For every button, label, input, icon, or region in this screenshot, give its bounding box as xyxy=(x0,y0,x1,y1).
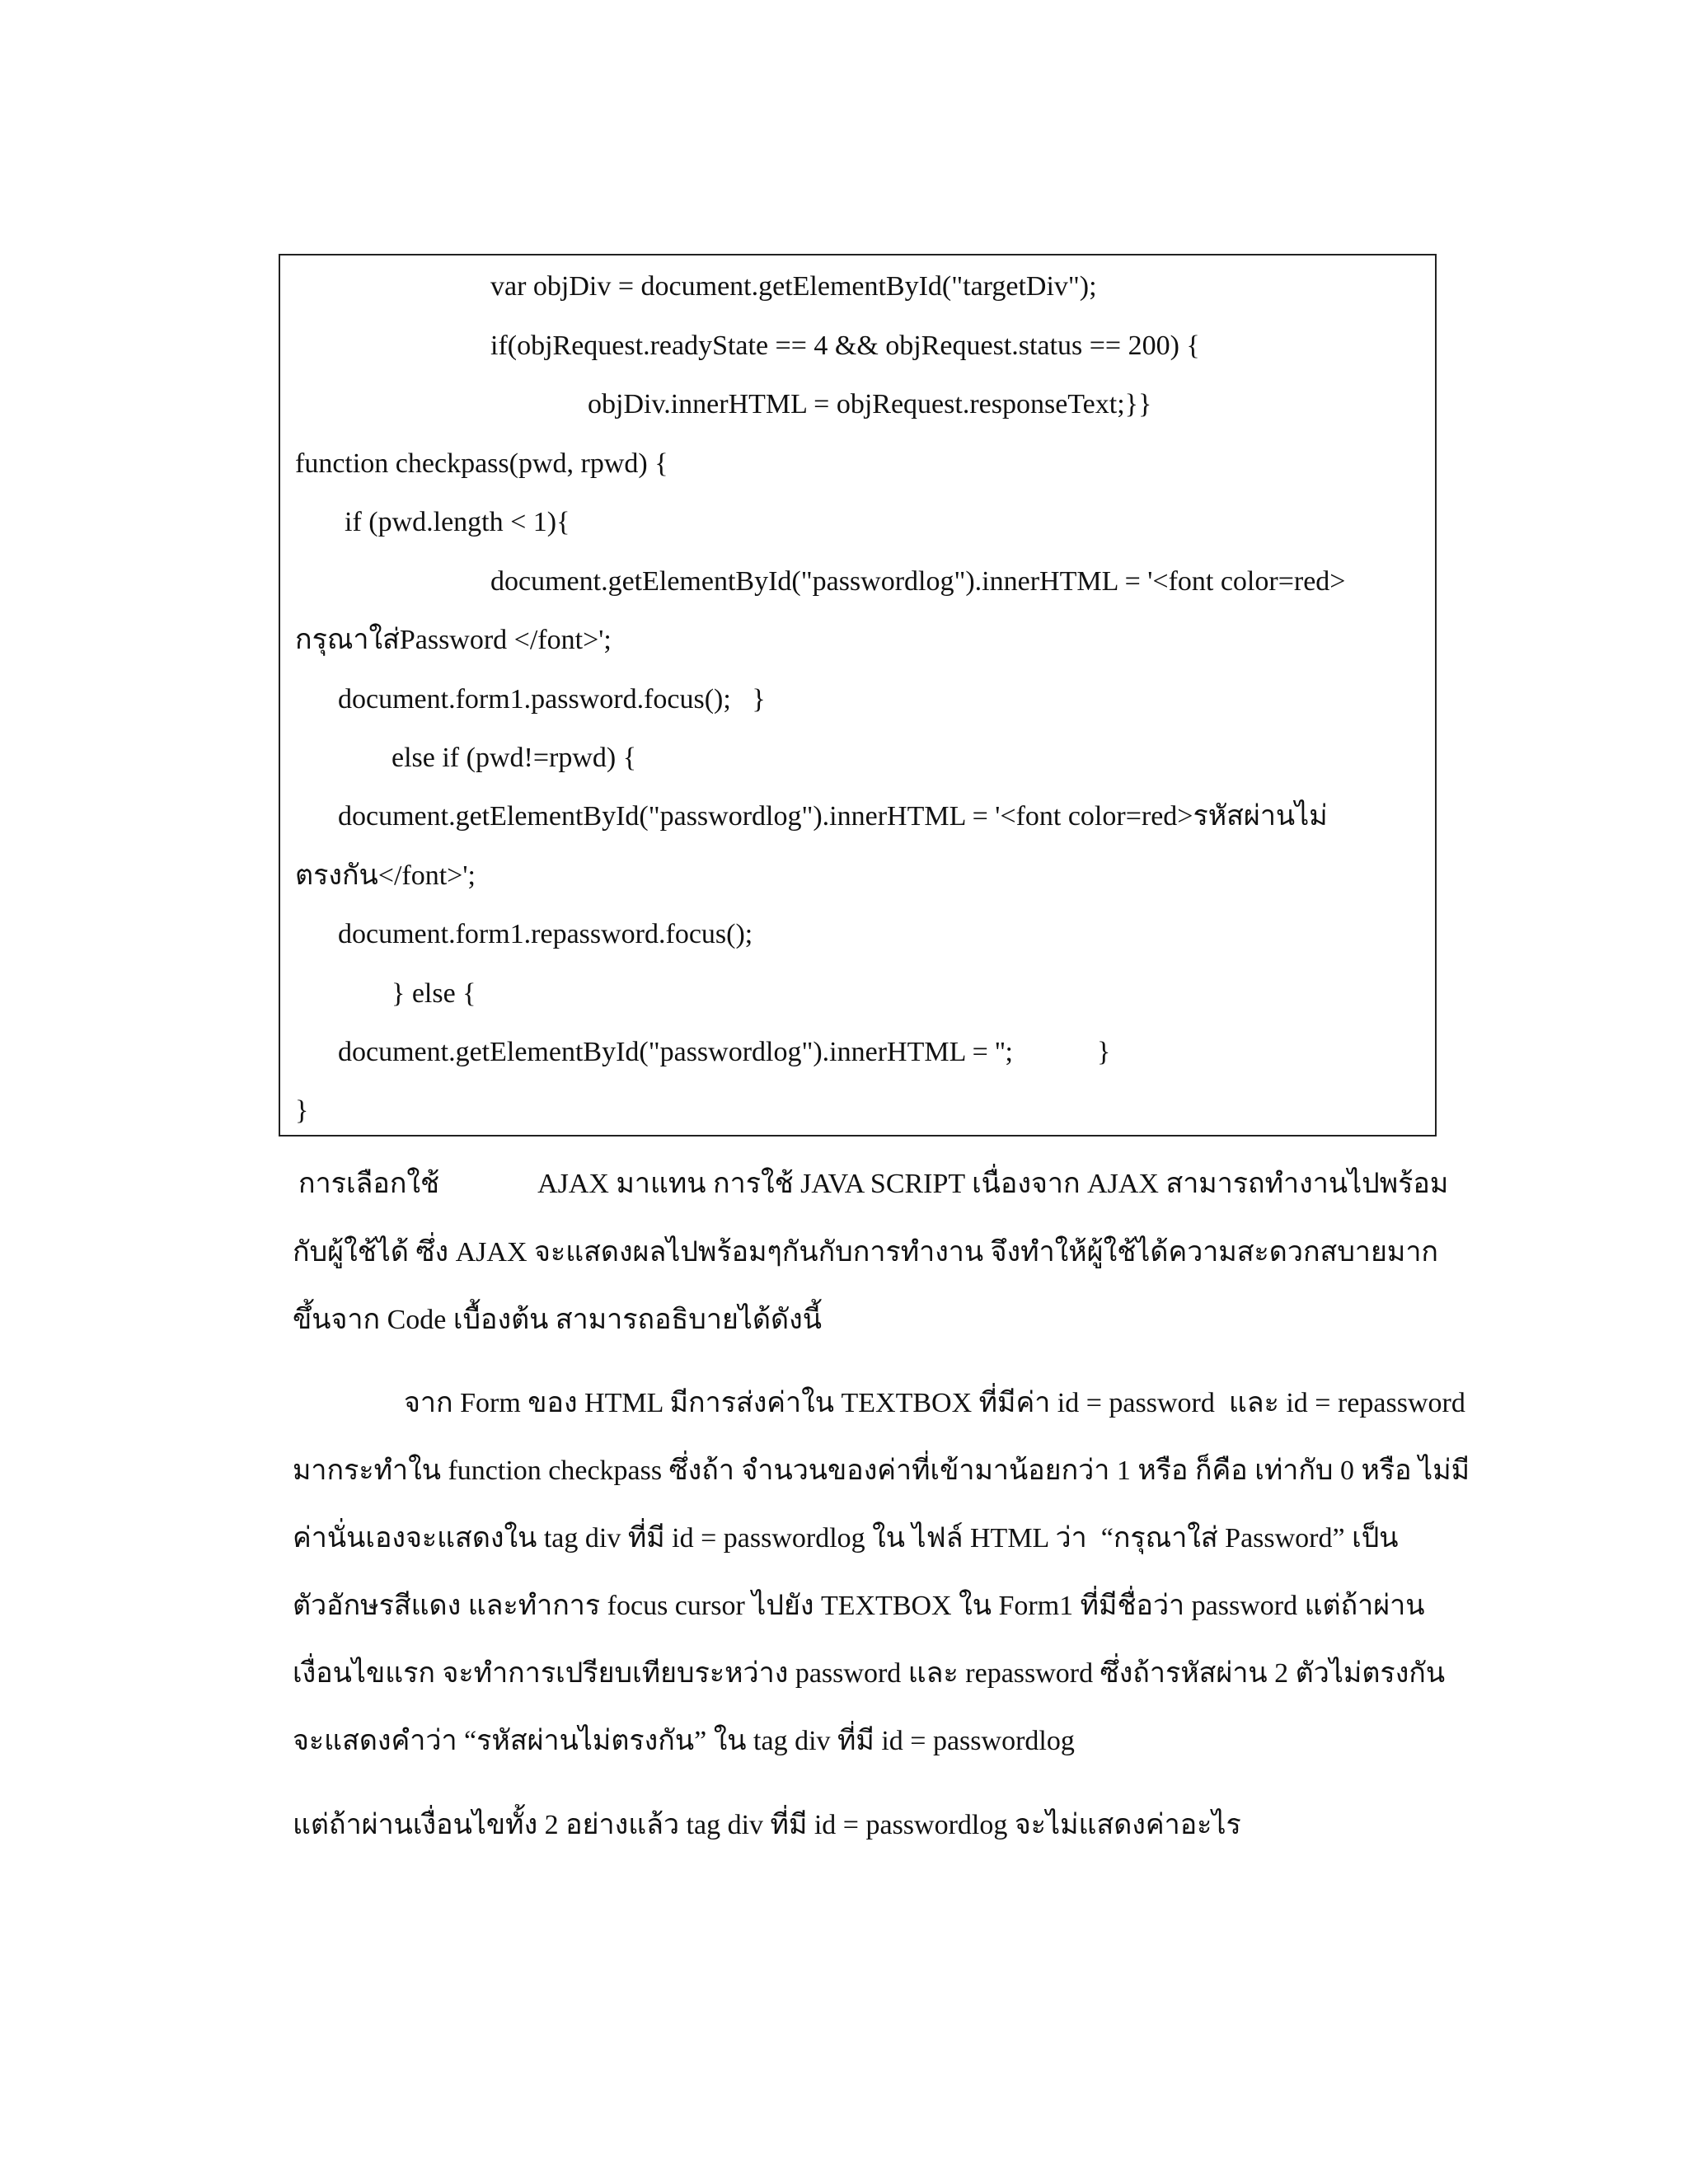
code-line: var objDiv = document.getElementById("targetDiv"); xyxy=(490,271,1097,302)
paragraph-line: จะแสดงคำว่า “รหัสผ่านไม่ตรงกัน” ใน tag div ที่มี id = passwordlog xyxy=(293,1726,1075,1756)
code-line: } else { xyxy=(392,978,476,1009)
code-line: ตรงกัน</font>'; xyxy=(295,860,476,891)
code-line: document.getElementById("passwordlog").innerHTML = '<font color=red> xyxy=(490,566,1346,597)
paragraph-line: ขึ้นจาก Code เบื้องต้น สามารถอธิบายได้ดังนี้ xyxy=(293,1305,822,1335)
explanation-paragraph-3: แต่ถ้าผ่านเงื่อนไขทั้ง 2 อย่างแล้ว tag div ที่มี id = passwordlog จะไม่แสดงค่าอะไร xyxy=(293,1810,1241,1840)
code-line: กรุณาใส่Password </font>'; xyxy=(295,625,612,655)
code-line: objDiv.innerHTML = objRequest.responseText;}} xyxy=(588,389,1152,419)
paragraph-line: กับผู้ใช้ได้ ซึ่ง AJAX จะแสดงผลไปพร้อมๆกันกับการทำงาน จึงทำให้ผู้ใช้ได้ความสะดวกสบายมาก xyxy=(293,1237,1438,1268)
code-line: if (pwd.length < 1){ xyxy=(345,507,570,537)
paragraph-line: ค่านั่นเองจะแสดงใน tag div ที่มี id = passwordlog ใน ไฟล์ HTML ว่า “กรุณาใส่ Password” เป็น xyxy=(293,1523,1399,1554)
code-line: document.form1.password.focus(); } xyxy=(338,684,766,715)
code-line: document.form1.repassword.focus(); xyxy=(338,919,753,949)
code-line: } xyxy=(295,1095,309,1126)
code-line: if(objRequest.readyState == 4 && objRequest.status == 200) { xyxy=(490,330,1200,361)
code-line: document.getElementById("passwordlog").innerHTML = '<font color=red>รหัสผ่านไม่ xyxy=(338,801,1328,832)
code-line: function checkpass(pwd, rpwd) { xyxy=(295,448,668,479)
paragraph-line: ตัวอักษรสีแดง และทำการ focus cursor ไปยัง TEXTBOX ใน Form1 ที่มีชื่อว่า password แต่ถ้าผ่าน xyxy=(293,1591,1425,1621)
paragraph-line: เงื่อนไขแรก จะทำการเปรียบเทียบระหว่าง password และ repassword ซึ่งถ้ารหัสผ่าน 2 ตัวไม่ตรงกัน xyxy=(293,1658,1446,1689)
code-line: document.getElementById("passwordlog").innerHTML = ''; } xyxy=(338,1037,1111,1067)
paragraph-line: จาก Form ของ HTML มีการส่งค่าใน TEXTBOX ที่มีค่า id = password และ id = repassword xyxy=(404,1388,1465,1418)
paragraph-line: มากระทำใน function checkpass ซึ่งถ้า จำนวนของค่าที่เข้ามาน้อยกว่า 1 หรือ ก็คือ เท่ากับ 0 หรือ ไม่มี xyxy=(293,1455,1470,1486)
paragraph-line: การเลือกใช้ AJAX มาแทน การใช้ JAVA SCRIPT เนื่องจาก AJAX สามารถทำงานไปพร้อม xyxy=(298,1169,1449,1199)
code-block xyxy=(279,254,1437,1137)
code-line: else if (pwd!=rpwd) { xyxy=(392,743,637,773)
